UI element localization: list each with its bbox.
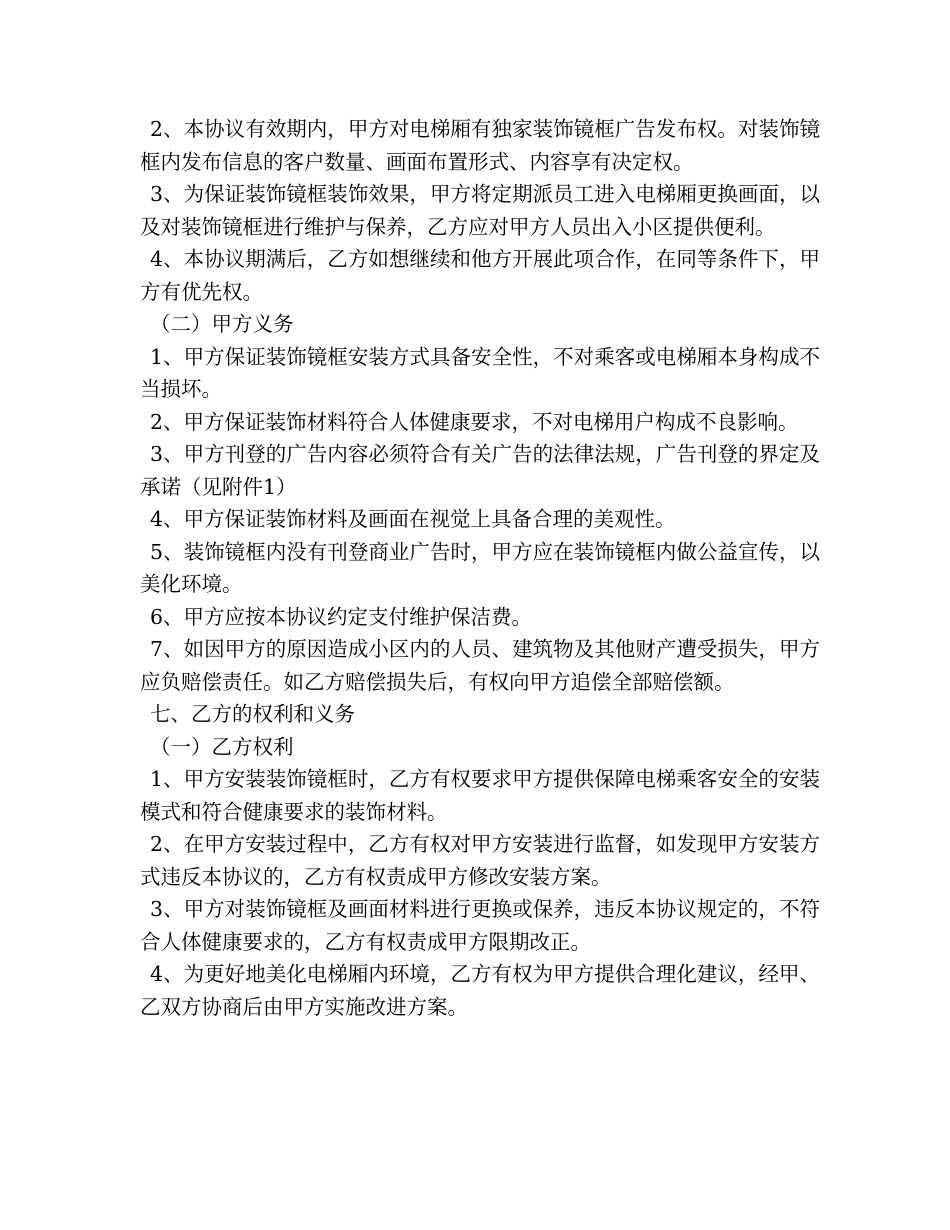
paragraph: 6、甲方应按本协议约定支付维护保洁费。 (150, 604, 533, 629)
paragraph: 3、甲方对装饰镜框及画面材料进行更换或保养，违反本协议规定的，不符合人体健康要求的，乙方有权责成甲方限期改正。 (140, 897, 820, 954)
paragraph: 1、甲方安装装饰镜框时，乙方有权要求甲方提供保障电梯乘客安全的安装模式和符合健康要求的装饰材料。 (140, 767, 820, 824)
section-heading: （二）甲方义务 (150, 312, 294, 336)
paragraph: 7、如因甲方的原因造成小区内的人员、建筑物及其他财产遭受损失，甲方应负赔偿责任。如乙方赔偿损失后，有权向甲方追偿全部赔偿额。 (140, 637, 820, 694)
paragraph: 3、为保证装饰镜框装饰效果，甲方将定期派员工进入电梯厢更换画面，以及对装饰镜框进行维护与保养，乙方应对甲方人员出入小区提供便利。 (140, 182, 820, 239)
paragraph: 2、本协议有效期内，甲方对电梯厢有独家装饰镜框广告发布权。对装饰镜框内发布信息的客户数量、画面布置形式、内容享有决定权。 (140, 117, 820, 174)
section-heading: 七、乙方的权利和义务 (150, 702, 355, 726)
paragraph: 2、在甲方安装过程中，乙方有权对甲方安装进行监督，如发现甲方安装方式违反本协议的，乙方有权责成甲方修改安装方案。 (140, 832, 820, 889)
paragraph: 2、甲方保证装饰材料符合人体健康要求，不对电梯用户构成不良影响。 (150, 409, 799, 434)
document-body (140, 113, 820, 1023)
paragraph: 1、甲方保证装饰镜框安装方式具备安全性，不对乘客或电梯厢本身构成不当损坏。 (140, 344, 820, 401)
paragraph: 4、为更好地美化电梯厢内环境，乙方有权为甲方提供合理化建议，经甲、乙双方协商后由甲方实施改进方案。 (140, 962, 820, 1019)
paragraph: 3、甲方刊登的广告内容必须符合有关广告的法律法规，广告刊登的界定及承诺（见附件1） (140, 442, 820, 499)
paragraph: 5、装饰镜框内没有刊登商业广告时，甲方应在装饰镜框内做公益宣传，以美化环境。 (140, 539, 820, 596)
section-heading: （一）乙方权利 (150, 734, 294, 759)
paragraph: 4、甲方保证装饰材料及画面在视觉上具备合理的美观性。 (150, 507, 676, 531)
paragraph: 4、本协议期满后，乙方如想继续和他方开展此项合作，在同等条件下，甲方有优先权。 (140, 247, 820, 304)
